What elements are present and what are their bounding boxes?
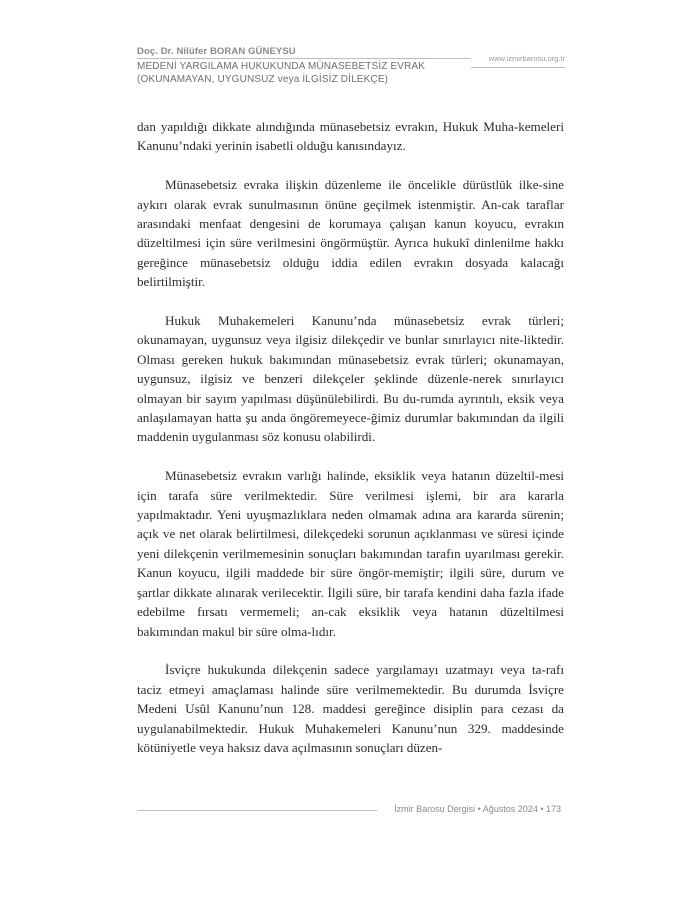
article-title-line-1: MEDENİ YARGILAMA HUKUKUNDA MÜNASEBETSİZ EVRAK — [137, 61, 426, 72]
article-title-line-2: (OKUNAMAYAN, UYGUNSUZ veya İLGİSİZ DİLEKÇE) — [137, 74, 389, 85]
paragraph: İsviçre hukukunda dilekçenin sadece yargılamayı uzatmayı veya ta-rafı taciz etmeyi amaçlaması halinde süre verilmemektedir. Bu durumda İsviçre Medeni Usûl Kanunu’nun 128. maddesi gereğince disiplin para cezası da uygulanabilmektedir. Hukuk Muhakemeleri Kanunu’nun 329. maddesinde kötüniyetle veya haksız dava açılmasının sonuçları düzen- — [137, 662, 564, 755]
header-rule-right — [471, 67, 565, 68]
author-name: Doç. Dr. Nilüfer BORAN GÜNEYSU — [137, 46, 296, 57]
page-header — [137, 46, 565, 92]
paragraph: Münasebetsiz evrakın varlığı halinde, eksiklik veya hatanın düzeltil-mesi için tarafa süre verilmektedir. Süre verilmesi işlemi, bir ara kararla yapılmaktadır. Yeni uyuşmazlıklara neden olmamak adına ara kararda sürenin; açık ve net olarak belirtilmesi, dilekçedeki sorunun açıklanması ve süresi içinde yeni dilekçenin verilmemesinin sonuçları bakımından tarafın uyarılması gerekir. Kanun koyucu, ilgili maddede bir süre öngör-memiştir; ilgili süre, durum ve şartlar dikkate alınarak verilecektir. İlgili süre, bir tarafa kendini daha fazla ifade edebilme fırsatı vermemeli; an-cak eksiklik veya hatanın düzeltilmesi bakımından makul bir süre olma-lıdır. — [137, 468, 564, 639]
footer-journal-info: İzmir Barosu Dergisi • Ağustos 2024 • 173 — [394, 804, 561, 814]
page-footer — [137, 800, 565, 820]
paragraph: Hukuk Muhakemeleri Kanunu’nda münasebetsiz evrak türleri; okunamayan, uygunsuz veya ilgisiz dilekçedir ve bunlar sınırlayıcı nite-liktedir. Olması gereken hukuk bakımından münasebetsiz evrak türleri; okunamayan, uygunsuz, ilgisiz ve benzeri dilekçeler şeklinde düzenle-nerek sınırlayıcı olmayan bir sayım yapılması düşünülebilirdi. Bu du-rumda ayrıntılı, eksik veya anlaşılamayan hatta şu anda öngöremeyece-ğimiz durumlar bakımından da ilgili maddenin uygulanması söz konusu olabilirdi. — [137, 313, 564, 445]
footer-rule — [137, 810, 377, 811]
article-body — [137, 117, 564, 777]
header-rule — [137, 58, 471, 59]
paragraph: Münasebetsiz evraka ilişkin düzenleme ile öncelikle dürüstlük ilke-sine aykırı olarak evrak sunulmasının önüne geçilmek istenmiştir. An-cak taraflar arasındaki menfaat dengesini de korumaya çalışan kanun koyucu, evrakın düzeltilmesi için süre verilmesini öngörmüştür. Ayrıca hukukî dinlenilme hakkı gereğince münasebetsiz olduğu iddia edilen evrakın dosyada kalacağı belirtilmiştir. — [137, 177, 564, 290]
paragraph: dan yapıldığı dikkate alındığında münasebetsiz evrakın, Hukuk Muha-kemeleri Kanunu’ndaki yerinin isabetli olduğu kanısındayız. — [137, 119, 564, 154]
website-url: www.izmirbarosu.org.tr — [488, 54, 565, 63]
